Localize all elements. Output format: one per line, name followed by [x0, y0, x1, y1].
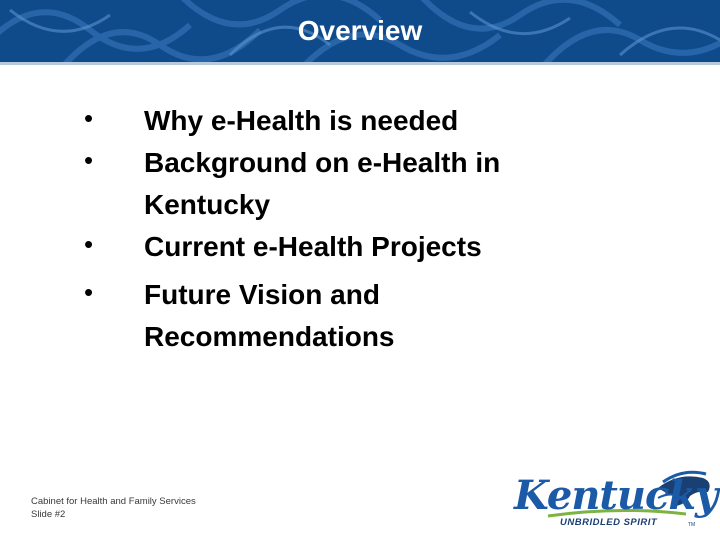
- bullet-marker: •: [84, 229, 94, 259]
- title-bar: [0, 0, 720, 62]
- bullet-marker: •: [84, 145, 94, 175]
- footer-organization: Cabinet for Health and Family Services: [31, 496, 196, 507]
- slide-title: Overview: [297, 15, 423, 46]
- bullet-marker: •: [84, 103, 94, 133]
- header-divider: [0, 62, 720, 65]
- kentucky-logo: [508, 470, 718, 534]
- logo-trademark: TM: [688, 522, 696, 528]
- bullet-text: Why e-Health is needed: [144, 105, 459, 136]
- bullet-marker: •: [84, 277, 94, 307]
- logo-tagline: UNBRIDLED SPIRIT: [560, 517, 658, 528]
- bullet-text: Current e-Health Projects: [144, 231, 482, 262]
- bullet-text: Future Vision and Recommendations: [144, 279, 395, 352]
- footer: [31, 495, 196, 521]
- bullet-text: Background on e-Health in Kentucky: [144, 147, 501, 220]
- slide-number: Slide #2: [31, 509, 66, 520]
- logo-wordmark: Kentucky: [514, 472, 718, 519]
